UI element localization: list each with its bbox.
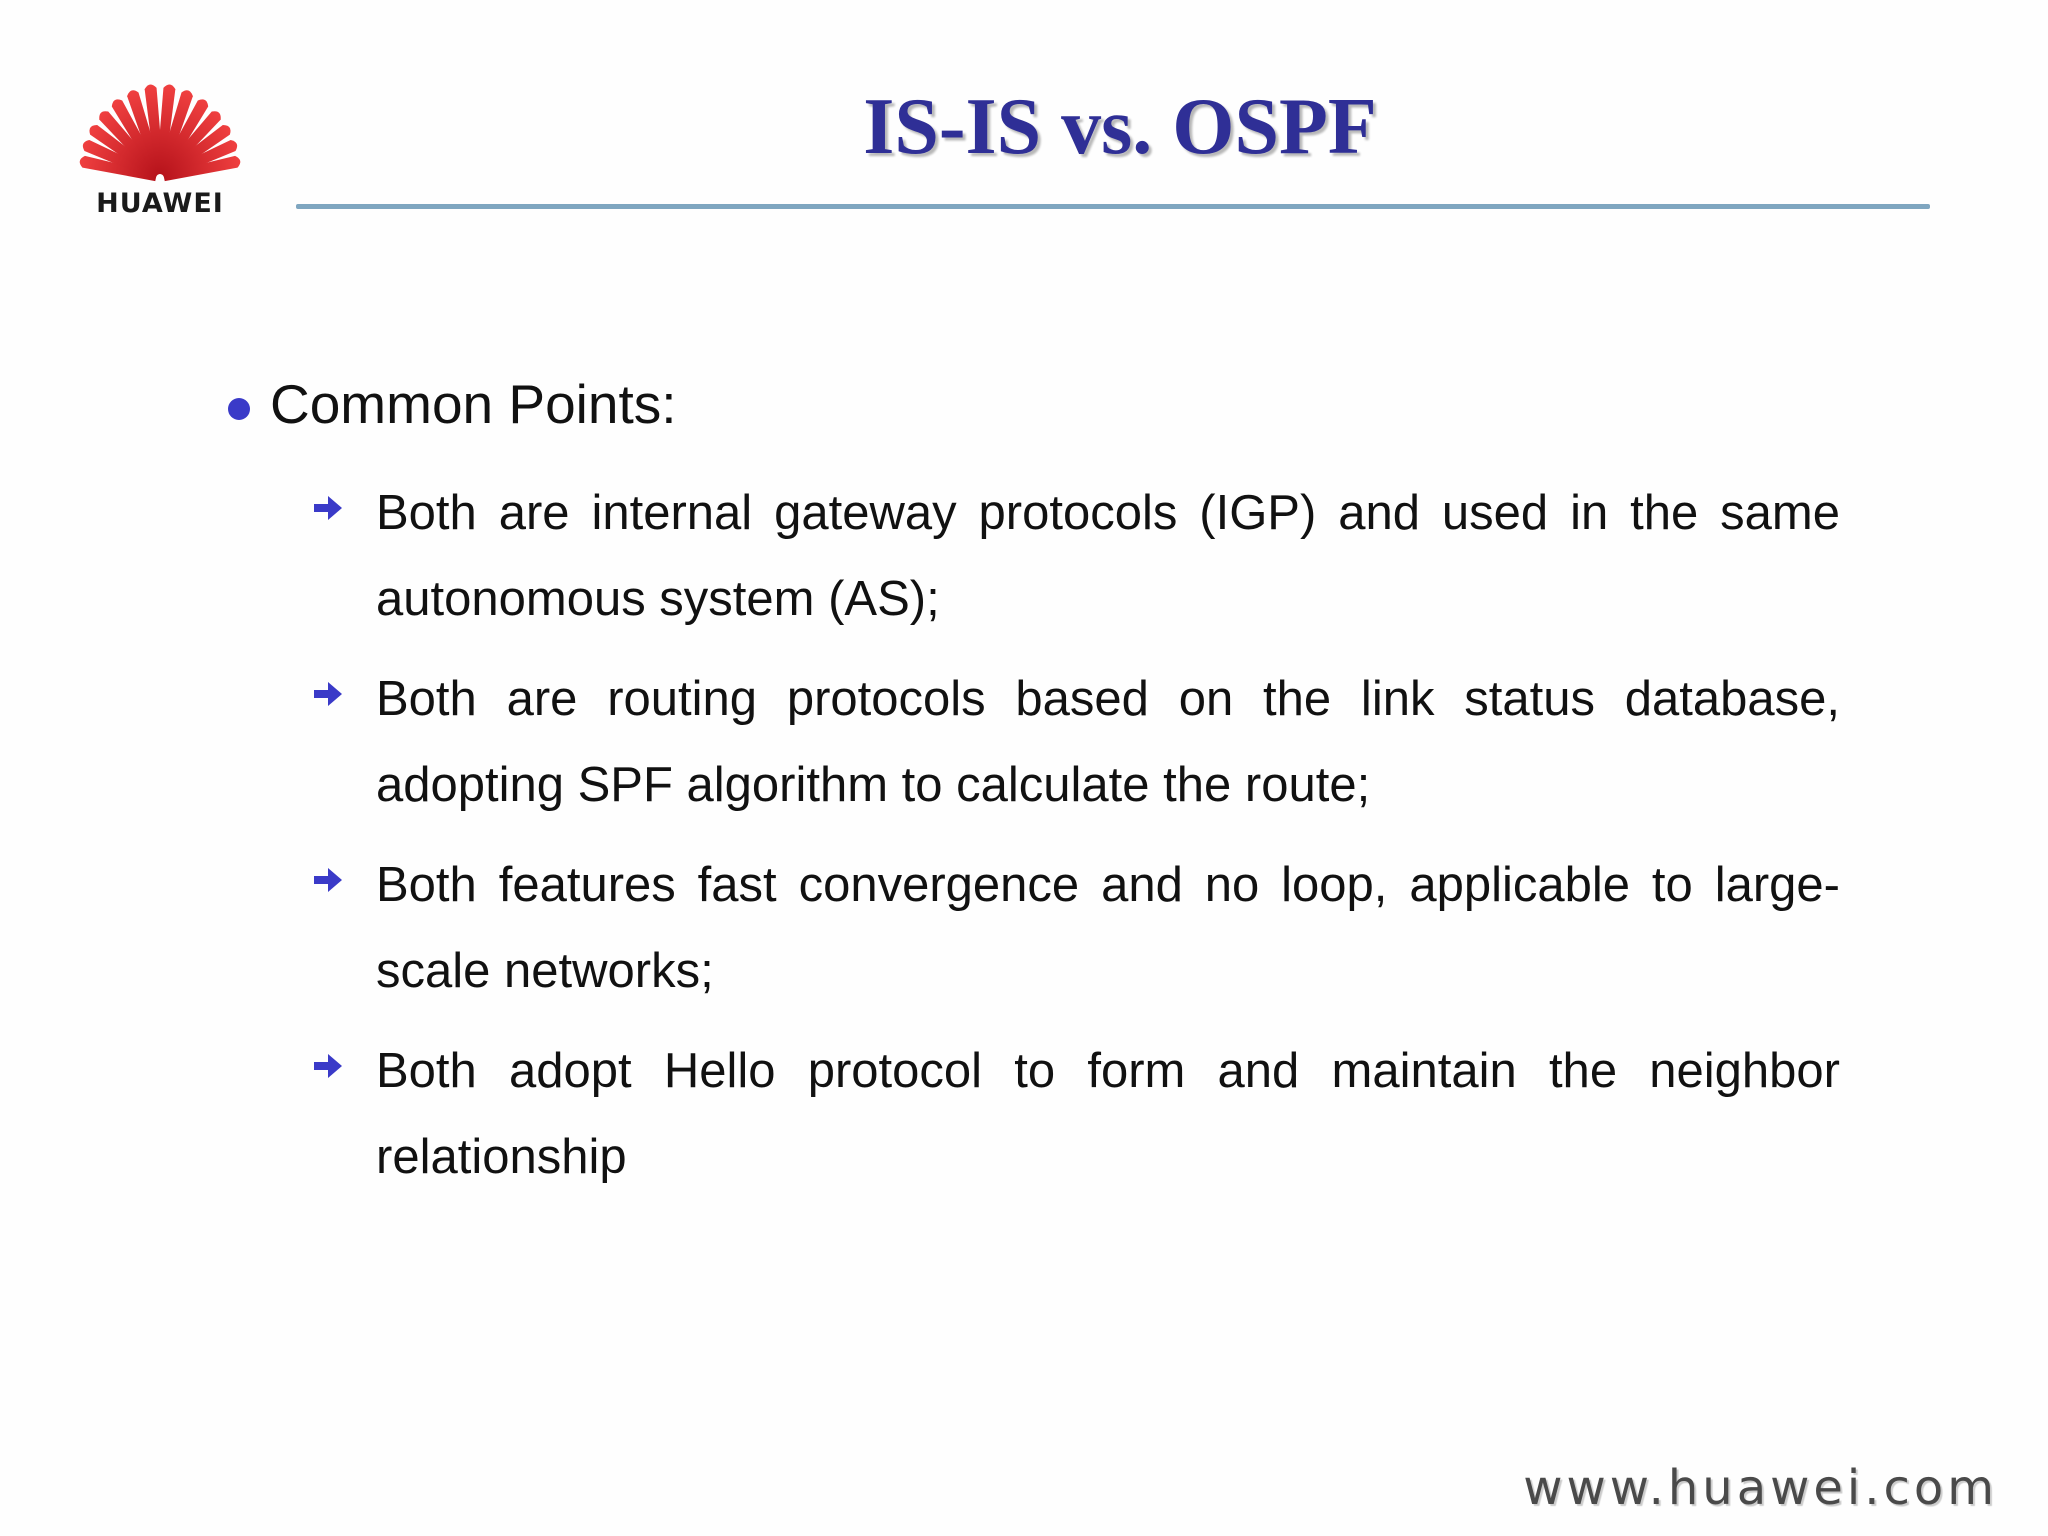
list-item-text: Both are routing protocols based on the link status database, adopting SPF algorithm to calculate the route; [376,672,1840,812]
bullet-dot-icon [228,398,250,420]
page-title: IS-IS vs. OSPF [863,83,1377,171]
list-item-text: Both adopt Hello protocol to form and maintain the neighbor relationship [376,1044,1840,1184]
list-item-text: Both are internal gateway protocols (IGP) and used in the same autonomous system (AS); [376,486,1840,626]
list-item [310,1028,1840,1200]
main-bullet-text: Common Points: [270,373,677,435]
huawei-logo [70,48,250,228]
arrow-right-icon [310,1048,346,1084]
list-item-text: Both features fast convergence and no loop, applicable to large-scale networks; [376,858,1840,998]
sub-bullet-list [310,470,1840,1214]
list-item [310,842,1840,1014]
arrow-right-icon [310,862,346,898]
logo-text: HUAWEI [96,188,224,219]
arrow-right-icon [310,676,346,712]
huawei-fan-logo-icon [70,48,250,188]
title-divider [296,204,1930,209]
arrow-right-icon [310,490,346,526]
list-item [310,470,1840,642]
footer-url: www.huawei.com [1523,1460,1998,1516]
list-item [310,656,1840,828]
main-bullet [228,372,677,436]
